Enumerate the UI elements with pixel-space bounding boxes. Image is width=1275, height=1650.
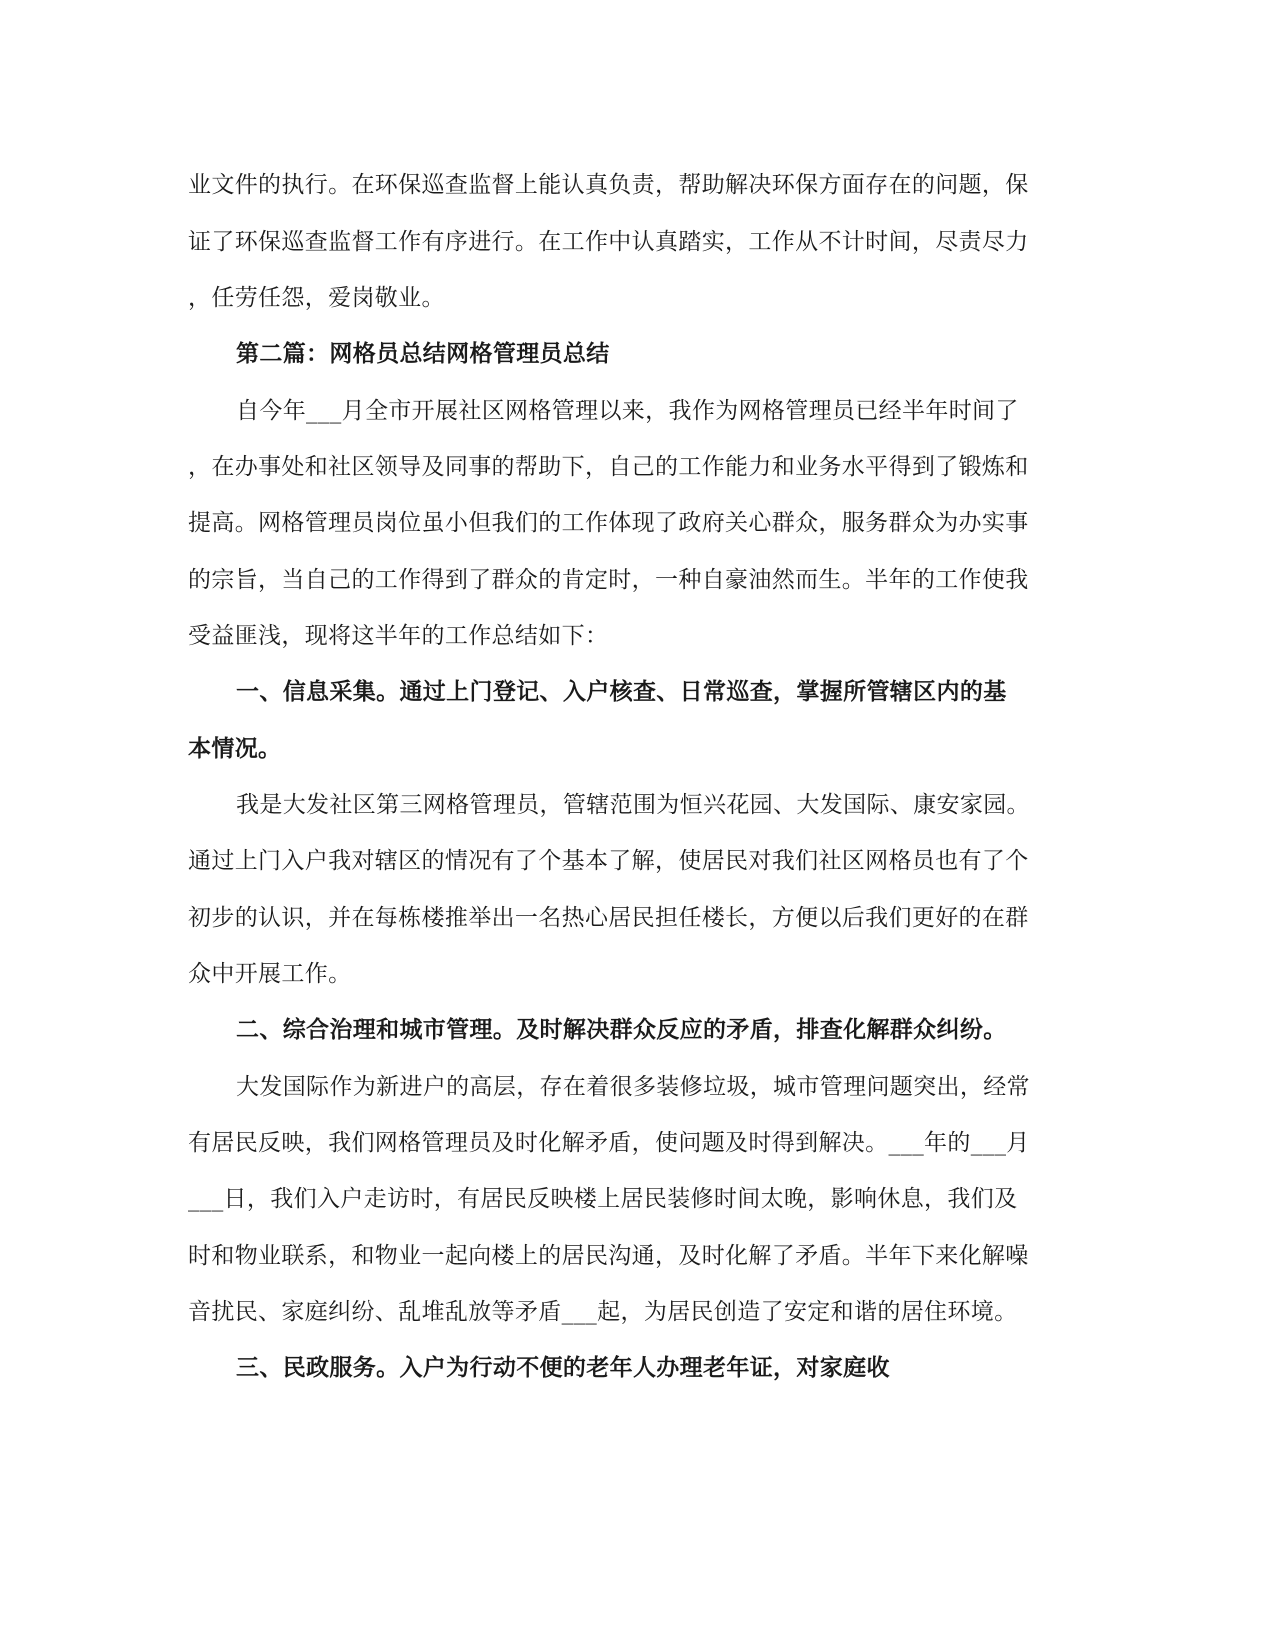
subheading-line: 本情况。 xyxy=(188,735,282,762)
body-line: 受益匪浅，现将这半年的工作总结如下： xyxy=(188,623,609,649)
body-line: ___日，我们入户走访时，有居民反映楼上居民装修时间太晚，影响休息，我们及 xyxy=(188,1186,1018,1212)
subheading-line: 二、综合治理和城市管理。及时解决群众反应的矛盾，排查化解群众纠纷。 xyxy=(236,1016,1007,1043)
body-line: 通过上门入户我对辖区的情况有了个基本了解，使居民对我们社区网格员也有了个 xyxy=(188,848,1029,874)
body-line: 提高。网格管理员岗位虽小但我们的工作体现了政府关心群众，服务群众为办实事 xyxy=(188,510,1029,536)
body-line: 大发国际作为新进户的高层，存在着很多装修垃圾，城市管理问题突出，经常 xyxy=(236,1074,1030,1100)
body-line: 业文件的执行。在环保巡查监督上能认真负责，帮助解决环保方面存在的问题，保 xyxy=(188,172,1029,198)
subheading-line: 三、民政服务。入户为行动不便的老年人办理老年证，对家庭收 xyxy=(236,1354,890,1381)
body-line: 的宗旨，当自己的工作得到了群众的肯定时，一种自豪油然而生。半年的工作使我 xyxy=(188,567,1029,593)
body-line: 证了环保巡查监督工作有序进行。在工作中认真踏实，工作从不计时间，尽责尽力 xyxy=(188,229,1029,255)
body-line: 我是大发社区第三网格管理员，管辖范围为恒兴花园、大发国际、康安家园。 xyxy=(236,792,1030,818)
body-line: 初步的认识，并在每栋楼推举出一名热心居民担任楼长，方便以后我们更好的在群 xyxy=(188,905,1029,931)
body-line: 众中开展工作。 xyxy=(188,961,352,987)
body-line: ，在办事处和社区领导及同事的帮助下，自己的工作能力和业务水平得到了锻炼和 xyxy=(188,454,1029,480)
body-line: 自今年___月全市开展社区网格管理以来，我作为网格管理员已经半年时间了 xyxy=(236,398,1019,424)
body-line: 有居民反映，我们网格管理员及时化解矛盾，使问题及时得到解决。___年的___月 xyxy=(188,1130,1030,1156)
body-line: 音扰民、家庭纠纷、乱堆乱放等矛盾___起，为居民创造了安定和谐的居住环境。 xyxy=(188,1299,1018,1325)
subheading-line: 一、信息采集。通过上门登记、入户核查、日常巡查，掌握所管辖区内的基 xyxy=(236,678,1007,705)
section-heading: 第二篇：网格员总结网格管理员总结 xyxy=(236,340,610,367)
body-line: 时和物业联系，和物业一起向楼上的居民沟通，及时化解了矛盾。半年下来化解噪 xyxy=(188,1243,1029,1269)
body-line: ，任劳任怨，爱岗敬业。 xyxy=(188,285,445,311)
